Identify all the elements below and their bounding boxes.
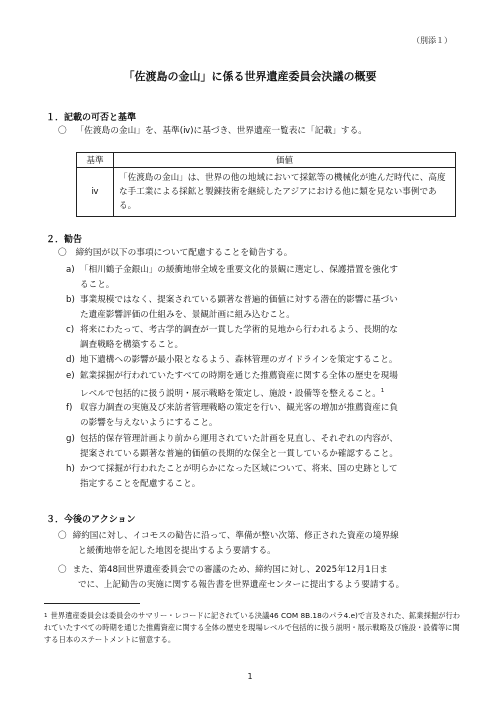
section1-bullet-text: 「佐渡島の金山」を、基準(ⅳ)に基づき、世界遺産一覧表に「記載」する。 xyxy=(75,126,367,136)
recommendation-item-a xyxy=(66,263,466,292)
section1-bullet xyxy=(58,124,367,138)
item-label: b) xyxy=(66,295,75,305)
item-label: f) xyxy=(66,403,73,413)
footnote-ref: 1 xyxy=(380,387,385,394)
bullet-mark: 〇 xyxy=(58,248,67,258)
recommendation-item-d xyxy=(66,353,466,368)
item-text-cont: 調査戦略を構築すること。 xyxy=(80,339,184,350)
item-label: g) xyxy=(66,434,75,444)
item-text-cont: の影響を与えないようにすること。 xyxy=(80,417,218,428)
document-title: 「佐渡島の金山」に係る世界遺産委員会決議の概要 xyxy=(123,70,377,83)
item-label: c) xyxy=(66,325,75,335)
action-text-cont: と緩衝地帯を記した地図を提出するよう要請する。 xyxy=(78,545,276,556)
section2-heading: ２．勧告 xyxy=(46,235,83,245)
item-label: h) xyxy=(66,464,75,474)
value-cell: 「佐渡島の金山」は、世界の他の地域において採鉱等の機械化が進んだ時代に、高度な手工業による採鉱と製錬技術を継続したアジアにおける他に類を見ない事例である。 xyxy=(114,168,456,217)
item-text-cont: ること。 xyxy=(80,279,115,290)
action-text-cont: でに、上記勧告の実施に関する報告書を世界遺産センターに提出するよう要請する。 xyxy=(78,579,405,590)
recommendation-item-h xyxy=(66,462,466,491)
action-text: また、第48回世界遺産委員会での審議のため、締約国に対し、2025年12月1日ま xyxy=(72,565,388,575)
footnote xyxy=(44,610,464,646)
item-text: 包括的保存管理計画より前から運用されていた計画を見直し、それぞれの内容が、 xyxy=(80,434,398,444)
section1-heading: １．記載の可否と基準 xyxy=(46,113,137,123)
item-text: かつて採掘が行われたことが明らかになった区域について、将来、国の史跡として xyxy=(80,464,398,474)
section2-bullet-text: 締約国が以下の事項について配慮することを勧告する。 xyxy=(75,248,293,258)
recommendation-item-b xyxy=(66,293,466,322)
item-label: d) xyxy=(66,355,75,365)
criteria-table xyxy=(76,152,456,217)
item-text: 将来にわたって、考古学的調査が一貫した学術的見地から行われるよう、長期的な xyxy=(80,325,398,335)
item-text: 事業規模ではなく、提案されている顕著な普遍的価値に対する潜在的影響に基づい xyxy=(80,295,398,305)
footnote-number: 1 xyxy=(44,613,48,619)
item-text: 地下遺構への影響が最小限となるよう、森林管理のガイドラインを策定すること。 xyxy=(80,355,398,365)
criterion-cell: ⅳ xyxy=(77,168,114,217)
item-text-cont: レベルで包括的に扱う説明・展示戦略を策定し、施設・設備等を整えること。 xyxy=(80,388,381,399)
bullet-mark: 〇 xyxy=(58,531,67,541)
item-text-cont: 指定することを配慮すること。 xyxy=(80,478,201,489)
criteria-header-value: 価値 xyxy=(114,153,456,168)
item-text-cont: 提案されている顕著な普遍的価値の長期的な保全と一貫しているか確認すること。 xyxy=(80,448,398,459)
page-number: 1 xyxy=(247,672,253,681)
bullet-mark: 〇 xyxy=(58,565,67,575)
section3-heading: ３．今後のアクション xyxy=(46,515,136,525)
footnote-divider xyxy=(44,603,140,604)
bullet-mark: 〇 xyxy=(58,126,67,136)
table-row xyxy=(77,168,456,217)
recommendation-item-g xyxy=(66,432,466,461)
item-text-cont: た遺産影響評価の仕組みを、景観計画に組み込むこと。 xyxy=(80,309,295,320)
item-label: e) xyxy=(66,371,75,381)
recommendation-item-c xyxy=(66,323,466,352)
item-label: a) xyxy=(66,265,75,275)
recommendation-item-f xyxy=(66,401,466,430)
criteria-header-criterion: 基準 xyxy=(77,153,114,168)
item-text: 「相川鶴子金銀山」の緩衝地帯全域を重要文化的景観に選定し、保護措置を強化す xyxy=(80,265,398,275)
item-text: 鉱業採掘が行われていたすべての時期を通じた推薦資産に関する全体の歴史を現場 xyxy=(80,371,398,381)
action-bullet-1 xyxy=(58,529,468,558)
annex-label: （別添１） xyxy=(412,36,452,45)
item-text: 収容力調査の実施及び来訪者管理戦略の策定を行い、観光客の増加が推薦資産に負 xyxy=(80,403,398,413)
action-text: 締約国に対し、イコモスの勧告に沿って、準備が整い次第、修正された資産の境界線 xyxy=(72,531,399,541)
footnote-text: 世界遺産委員会は委員会のサマリー・レコードに記されている決議46 COM 8B.18のパラ4.e)で言及された、鉱業採掘が行われていたすべての時期を通じた推薦資産に関する全体の歴史を現場レベルで包括的に扱う説明・展示戦略及び施設・設備等に関する日本のステートメントに留意する。 xyxy=(44,611,461,644)
recommendation-item-e xyxy=(66,369,466,401)
action-bullet-2 xyxy=(58,563,468,592)
section2-bullet xyxy=(58,246,292,260)
